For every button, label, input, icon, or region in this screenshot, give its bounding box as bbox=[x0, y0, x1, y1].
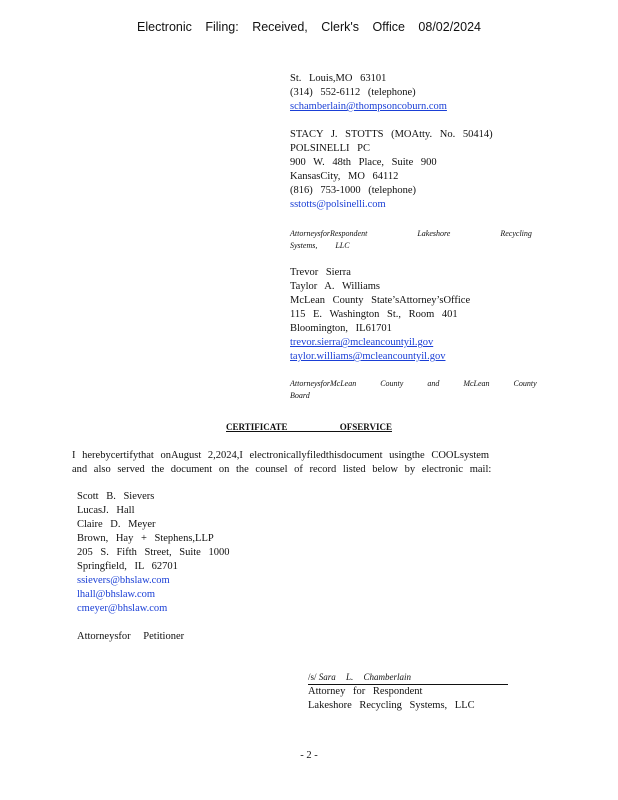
phone-line: (314) 552-6112 (telephone) bbox=[290, 87, 416, 98]
email-link[interactable]: ssievers@bhslaw.com bbox=[77, 575, 170, 586]
representation-note-county bbox=[290, 378, 537, 402]
signer-name: Sara L. Chamberlain bbox=[318, 672, 412, 682]
signer-title: Attorney for Respondent bbox=[308, 686, 423, 697]
city-line: Springfield, IL 62701 bbox=[77, 561, 178, 572]
attorney-name: Taylor A. Williams bbox=[290, 281, 381, 292]
street-address: 115 E. Washington St., Room 401 bbox=[290, 309, 458, 320]
attorney-name: Claire D. Meyer bbox=[77, 519, 156, 530]
representation-note-respondent bbox=[290, 228, 532, 252]
email-link[interactable]: lhall@bhslaw.com bbox=[77, 589, 156, 600]
represented-party: Attorneysfor Petitioner bbox=[77, 631, 185, 642]
signature-block bbox=[308, 670, 508, 713]
electronic-signature-mark: /s/ bbox=[308, 672, 317, 682]
city-line: Bloomington, IL61701 bbox=[290, 323, 392, 334]
filing-stamp-header: Electronic Filing: Received, Clerk's Office 08/02/2024 bbox=[137, 20, 481, 34]
counsel-block-polsinelli bbox=[290, 128, 493, 212]
service-list-brown-hay-stephens bbox=[77, 490, 229, 644]
counsel-block-mclean-county bbox=[290, 266, 470, 364]
email-link[interactable]: taylor.williams@mcleancountyil.gov bbox=[290, 351, 446, 362]
role-line: Board bbox=[290, 391, 310, 400]
email-link[interactable]: trevor.sierra@mcleancountyil.gov bbox=[290, 337, 434, 348]
role-line: AttorneysforMcLean County and McLean County bbox=[290, 379, 537, 388]
email-link[interactable]: cmeyer@bhslaw.com bbox=[77, 603, 168, 614]
attorney-name: STACY J. STOTTS (MOAtty. No. 50414) bbox=[290, 129, 493, 140]
certificate-body bbox=[72, 449, 518, 477]
email-link[interactable]: sstotts@polsinelli.com bbox=[290, 199, 386, 210]
signature-line bbox=[308, 670, 508, 685]
street-address: 205 S. Fifth Street, Suite 1000 bbox=[77, 547, 230, 558]
firm-name: POLSINELLI PC bbox=[290, 143, 370, 154]
attorney-name: Trevor Sierra bbox=[290, 267, 351, 278]
page-number: - 2 - bbox=[300, 750, 318, 761]
email-link[interactable]: schamberlain@thompsoncoburn.com bbox=[290, 101, 447, 112]
street-address: 900 W. 48th Place, Suite 900 bbox=[290, 157, 437, 168]
certificate-line: and also served the document on the counsel of record listed below by electronic mail: bbox=[72, 464, 492, 475]
signer-organization: Lakeshore Recycling Systems, LLC bbox=[308, 700, 475, 711]
attorney-name: LucasJ. Hall bbox=[77, 505, 135, 516]
certificate-title: CERTIFICATE OFSERVICE bbox=[226, 422, 392, 432]
phone-line: (816) 753-1000 (telephone) bbox=[290, 185, 417, 196]
counsel-block-thompson-coburn bbox=[290, 72, 481, 114]
role-line: Systems, LLC bbox=[290, 241, 350, 250]
city-line: St. Louis,MO 63101 bbox=[290, 73, 387, 84]
city-line: KansasCity, MO 64112 bbox=[290, 171, 399, 182]
office-name: McLean County State’sAttorney’sOffice bbox=[290, 295, 471, 306]
certificate-line: I herebycertifythat onAugust 2,2024,I electronicallyfiledthisdocument usingthe COOLsystem bbox=[72, 450, 490, 461]
role-line: AttorneysforRespondent Lakeshore Recycling bbox=[290, 229, 532, 238]
firm-name: Brown, Hay + Stephens,LLP bbox=[77, 533, 214, 544]
attorney-name: Scott B. Sievers bbox=[77, 491, 155, 502]
